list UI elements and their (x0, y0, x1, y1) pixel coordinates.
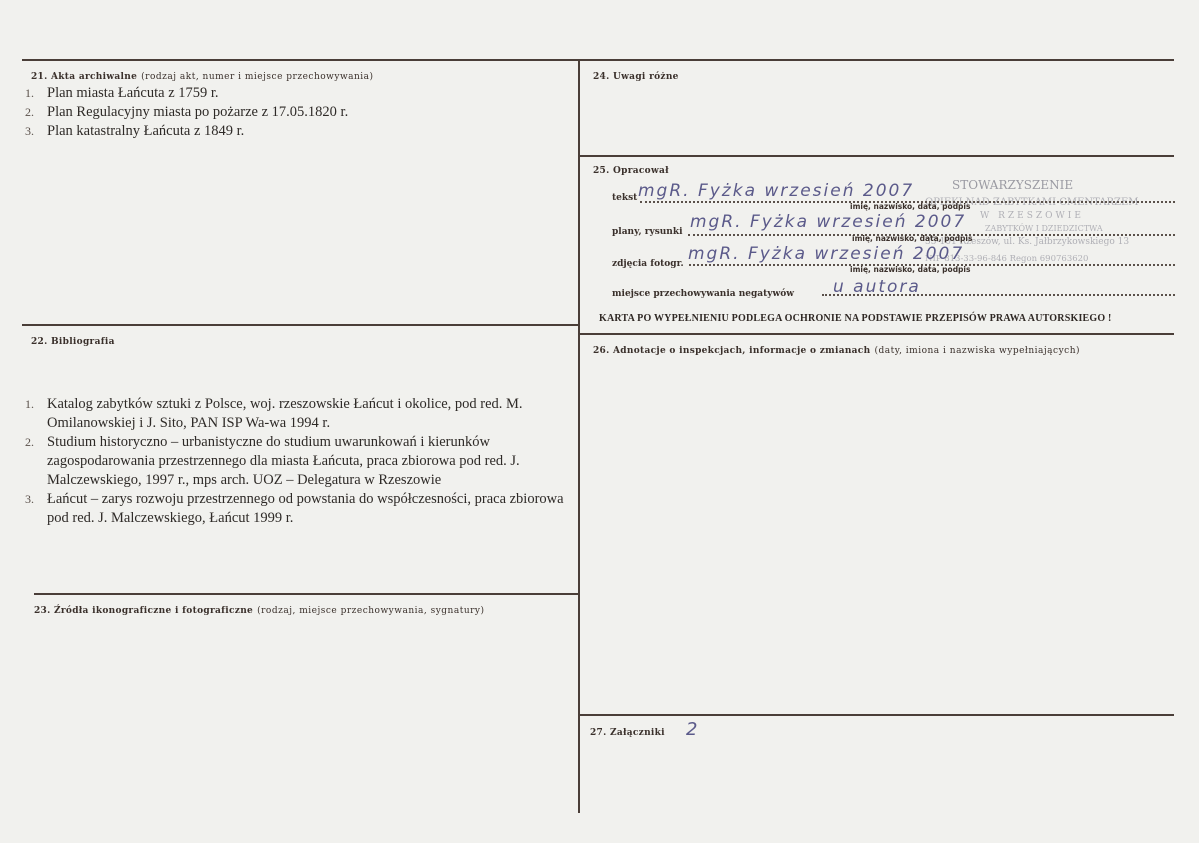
attachments-count: 2 (686, 719, 700, 740)
list-item: 2. Plan Regulacyjny miasta po pożarze z 17.05.1820 r. (25, 104, 349, 120)
text-author-hint: imię, nazwisko, data, podpis (850, 202, 971, 211)
section-23-title: 23. Źródła ikonograficzne i fotograficzne (rodzaj, miejsce przechowywania, sygnatury) (34, 606, 485, 616)
plans-author-hint: imię, nazwisko, data, podpis (852, 234, 973, 243)
list-item: 1. Plan miasta Łańcuta z 1759 r. (25, 85, 219, 101)
plans-author-label: plany, rysunki (612, 227, 683, 237)
section-26-title: 26. Adnotacje o inspekcjach, informacje o zmianach (daty, imiona i nazwiska wypełniających) (593, 346, 1081, 356)
rule-24-25 (580, 155, 1174, 157)
section-22-title: 22. Bibliografia (31, 337, 115, 347)
section-21-title: 21. Akta archiwalne (rodzaj akt, numer i miejsce przechowywania) (31, 72, 374, 82)
negatives-location-value: u autora (833, 277, 921, 297)
copyright-notice: KARTA PO WYPEŁNIENIU PODLEGA OCHRONIE NA PODSTAWIE PRZEPISÓW PRAWA AUTORSKIEGO ! (599, 313, 1112, 324)
association-stamp-line: OPIEKI NAD ZABYTKAMI CMENTARZEM (925, 197, 1139, 208)
negatives-location-label: miejsce przechowywania negatywów (612, 289, 794, 299)
association-stamp-line: 35-101 Rzeszów, ul. Ks. Jałbrzykowskiego 13 (925, 237, 1130, 247)
center-divider (578, 60, 580, 813)
top-rule (22, 59, 1174, 61)
text-author-signature: mgR. Fyżka wrzesień 2007 (638, 181, 915, 201)
rule-25-26 (580, 333, 1174, 335)
photos-author-signature: mgR. Fyżka wrzesień 2007 (688, 244, 965, 264)
list-item: 3. Plan katastralny Łańcuta z 1849 r. (25, 123, 245, 139)
rule-22-23 (34, 593, 578, 595)
association-stamp-line: W RZESZOWIE (980, 211, 1084, 221)
bibliography-list (25, 395, 565, 528)
section-25-title: 25. Opracował (593, 166, 669, 176)
list-item: 2. Studium historyczno – urbanistyczne do studium uwarunkowań i kierunków zagospodarowania przestrzennego dla miasta Łańcuta, praca zbiorowa pod red. J. Malczewskiego, 1997 r., mps arch. UOZ – Delegatura w Rzeszowie (25, 434, 520, 488)
list-item: 1. Katalog zabytków sztuki z Polsce, woj. rzeszowskie Łańcut i okolice, pod red. M. Omilanowskiej i J. Sito, PAN ISP Wa-wa 1994 r. (25, 396, 523, 431)
list-item: 3. Łańcut – zarys rozwoju przestrzennego od powstania do współczesności, praca zbiorowa pod red. J. Malczewskiego, Łańcut 1999 r. (25, 491, 564, 526)
association-stamp-line: NIP 813-33-96-846 Regon 690763620 (925, 254, 1089, 264)
photos-author-label: zdjęcia fotogr. (612, 259, 684, 269)
photos-author-hint: imię, nazwisko, data, podpis (850, 265, 971, 274)
section-24-title: 24. Uwagi różne (593, 72, 679, 82)
archival-records-list (25, 84, 570, 141)
text-author-label: tekst (612, 193, 638, 203)
association-stamp-line: ZABYTKÓW I DZIEDZICTWA (985, 224, 1103, 233)
section-27-title: 27. Załączniki (590, 728, 665, 738)
plans-author-signature: mgR. Fyżka wrzesień 2007 (690, 212, 967, 232)
rule-21-22 (22, 324, 578, 326)
association-stamp: STOWARZYSZENIE (952, 178, 1074, 192)
rule-26-27 (580, 714, 1174, 716)
